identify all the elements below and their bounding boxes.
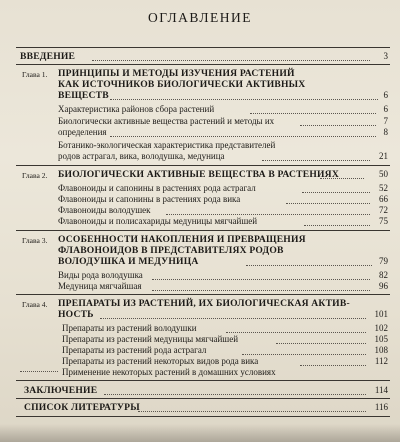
item-title: Применение некоторых растений в домашних условиях: [62, 367, 276, 377]
divider: [16, 294, 390, 295]
page-number: 96: [379, 281, 388, 291]
chapter-label: Глава 3.: [22, 236, 48, 245]
item-title: Флавоноиды володушек: [58, 205, 151, 215]
entry-title: СПИСОК ЛИТЕРАТУРЫ: [24, 402, 140, 413]
page-title: ОГЛАВЛЕНИЕ: [147, 10, 253, 25]
chapter-title-line: КАК ИСТОЧНИКОВ БИОЛОГИЧЕСКИ АКТИВНЫХ: [58, 79, 306, 90]
item-title: Препараты из растений медуницы мягчайшей: [62, 334, 239, 344]
item-title: Препараты из растений рода астрагал: [62, 345, 207, 355]
divider: [16, 47, 390, 48]
page-number: 8: [383, 127, 388, 137]
dot-leader: [320, 178, 364, 179]
dot-leader: [300, 365, 366, 366]
item-title: Медуница мягчайшая: [58, 281, 142, 291]
dot-leader: [100, 318, 366, 319]
chapter-label: Глава 1.: [22, 70, 48, 79]
page-number: 66: [379, 194, 388, 204]
item-title: Ботанико-экологическая характеристика представителей: [58, 140, 276, 150]
page-number: 52: [379, 183, 388, 193]
dot-leader: [300, 125, 376, 126]
dot-leader: [304, 225, 370, 226]
dot-leader: [138, 411, 366, 412]
page-number: 6: [383, 104, 388, 114]
divider: [16, 64, 390, 65]
chapter-label: Глава 2.: [22, 171, 48, 180]
page-number: 105: [374, 334, 388, 344]
chapter-title-line: ВЕЩЕСТВ: [58, 90, 109, 101]
chapter-title-line: ОСОБЕННОСТИ НАКОПЛЕНИЯ И ПРЕВРАЩЕНИЯ: [58, 234, 306, 245]
dot-leader: [302, 192, 370, 193]
dot-leader: [226, 332, 366, 333]
page-number: 82: [379, 270, 388, 280]
divider: [16, 398, 390, 399]
dot-leader: [286, 203, 370, 204]
page-number: 79: [379, 256, 388, 266]
entry-title: ВВЕДЕНИЕ: [20, 51, 76, 62]
dot-leader: [20, 371, 58, 372]
page-number: 101: [374, 309, 388, 319]
page-number: 72: [379, 205, 388, 215]
chapter-title-line: ПРЕПАРАТЫ ИЗ РАСТЕНИЙ, ИХ БИОЛОГИЧЕСКАЯ АКТИВ-: [58, 298, 350, 309]
item-title: Виды рода володушка: [58, 270, 143, 280]
page-number: 114: [374, 385, 388, 395]
item-title: Препараты из растений володушки: [62, 323, 197, 333]
page-number: 108: [374, 345, 388, 355]
dot-leader: [246, 265, 372, 266]
dot-leader: [250, 113, 376, 114]
divider: [16, 230, 390, 231]
dot-leader: [152, 290, 370, 291]
page-number: 112: [374, 356, 388, 366]
item-title: Флавоноиды и сапонины в растениях рода астрагал: [58, 183, 256, 193]
chapter-title-line: ПРИНЦИПЫ И МЕТОДЫ ИЗУЧЕНИЯ РАСТЕНИЙ: [58, 68, 295, 79]
dot-leader: [262, 160, 370, 161]
chapter-title-line: ФЛАВОНОИДОВ В ПРЕДСТАВИТЕЛЯХ РОДОВ: [58, 245, 284, 256]
item-title: определения: [58, 127, 107, 137]
page-number: 102: [374, 323, 388, 333]
divider: [16, 380, 390, 381]
dot-leader: [104, 394, 366, 395]
item-title: Флавоноиды и полисахариды медуницы мягчайшей: [58, 216, 258, 226]
item-title: Флавоноиды и сапонины в растениях рода вика: [58, 194, 241, 204]
chapter-label: Глава 4.: [22, 300, 48, 309]
divider: [16, 165, 390, 166]
dot-leader: [276, 343, 366, 344]
item-title: родов астрагал, вика, володушка, медуница: [58, 151, 225, 161]
divider: [16, 416, 390, 417]
page-number: 21: [379, 151, 388, 161]
dot-leader: [152, 279, 370, 280]
entry-title: ЗАКЛЮЧЕНИЕ: [24, 385, 98, 396]
dot-leader: [92, 60, 370, 61]
item-title: Биологически активные вещества растений и методы их: [58, 116, 275, 126]
dot-leader: [166, 214, 370, 215]
chapter-title-line: ВОЛОДУШКА И МЕДУНИЦА: [58, 256, 199, 267]
page-number: 6: [383, 90, 388, 100]
dot-leader: [110, 99, 378, 100]
chapter-title-line: БИОЛОГИЧЕСКИ АКТИВНЫЕ ВЕЩЕСТВА В РАСТЕНИЯХ: [58, 169, 339, 180]
dot-leader: [110, 136, 376, 137]
page-number: 116: [374, 402, 388, 412]
page-number: 75: [379, 216, 388, 226]
chapter-title-line: НОСТЬ: [58, 309, 94, 320]
page-number: 3: [383, 51, 388, 61]
item-title: Характеристика районов сбора растений: [58, 104, 215, 114]
dot-leader: [242, 354, 366, 355]
page-shadow: [0, 424, 400, 442]
page-number: 50: [379, 169, 388, 179]
item-title: Препараты из растений некоторых видов рода вика: [62, 356, 259, 366]
page-number: 7: [383, 116, 388, 126]
